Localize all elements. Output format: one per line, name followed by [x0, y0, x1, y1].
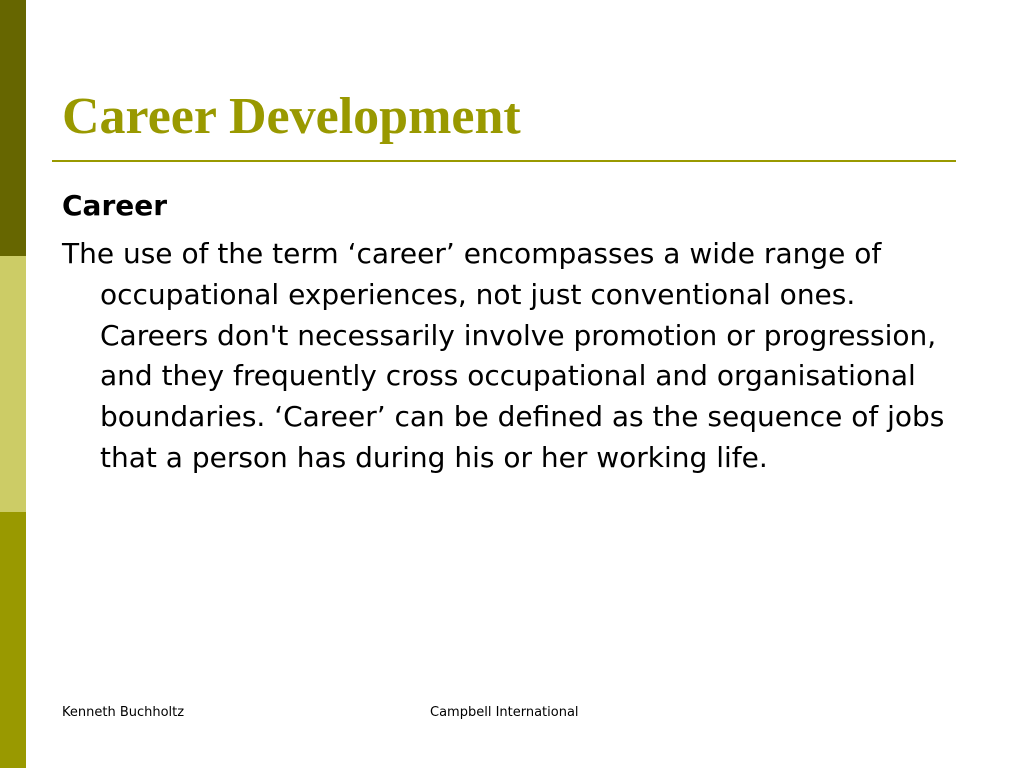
slide-title: Career Development	[62, 88, 521, 145]
sidebar-band-dark	[0, 0, 26, 256]
slide-content	[62, 186, 952, 479]
footer-author: Kenneth Buchholtz	[62, 705, 185, 720]
title-divider	[52, 160, 956, 162]
body-paragraph: The use of the term ‘career’ encompasses a wide range of occupational experiences, not just conventional ones. Careers don't necessarily involve promotion or progression, and they frequently cross occupational and organisational boundaries. ‘Career’ can be defined as the sequence of jobs that a person has during his or her working life.	[62, 237, 945, 474]
sidebar-decoration	[0, 0, 26, 768]
sidebar-band-light	[0, 256, 26, 512]
footer-organization: Campbell International	[430, 705, 579, 720]
section-heading: Career	[62, 189, 168, 222]
sidebar-band-medium	[0, 512, 26, 768]
